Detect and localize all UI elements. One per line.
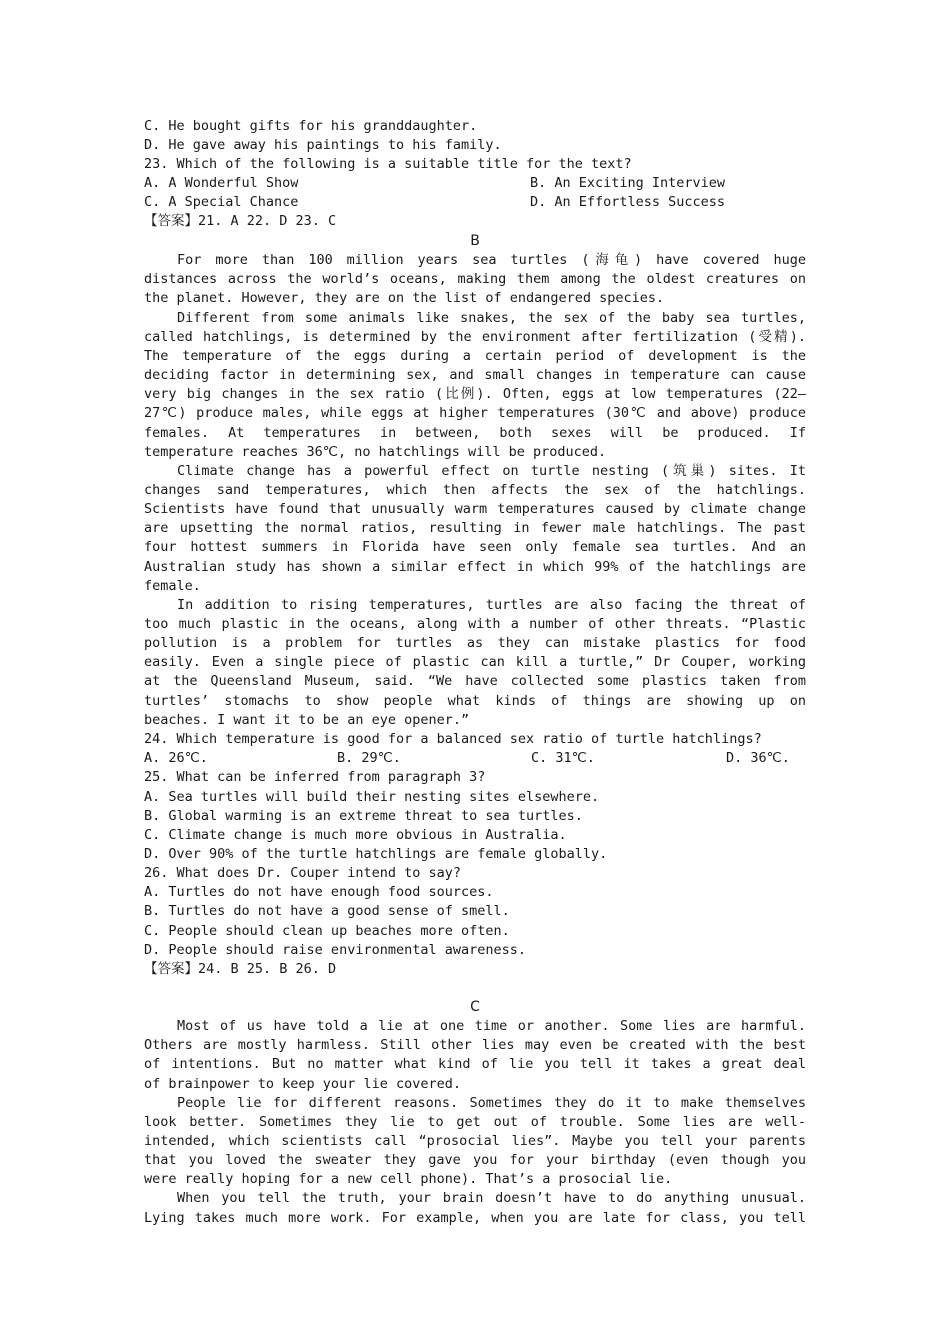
passage-b-line: deciding factor in determining sex, and small changes in temperature can cause	[144, 367, 806, 383]
passage-b-line: female.	[144, 578, 201, 594]
passage-c-line: look better. Sometimes they lie to get out of trouble. Some lies are well-	[144, 1114, 806, 1130]
passage-b-line: 27℃) produce males, while eggs at higher temperatures (30℃ and above) produce	[144, 405, 806, 421]
passage-c-line: People lie for different reasons. Sometimes they do it to make themselves	[177, 1095, 806, 1111]
q25-question: 25. What can be inferred from paragraph 3?	[144, 769, 486, 785]
passage-b-line: at the Queensland Museum, said. “We have collected some plastics taken from	[144, 673, 806, 689]
passage-c-line: Lying takes much more work. For example, when you are late for class, you tell	[144, 1210, 806, 1226]
passage-b-line: turtles’ stomachs to show people what kinds of things are showing up on	[144, 693, 806, 709]
passage-b-line: For more than 100 million years sea turtles (海龟) have covered huge	[177, 252, 806, 268]
q23-option-d: D. An Effortless Success	[530, 194, 726, 210]
q23-option-b: B. An Exciting Interview	[530, 175, 726, 191]
passage-c-line: that you loved the sweater they gave you for your birthday (even though you	[144, 1152, 806, 1168]
passage-b-heading: B	[470, 233, 480, 249]
passage-b-line: too much plastic in the oceans, along with a number of other threats. “Plastic	[144, 616, 806, 632]
passage-b-line: pollution is a problem for turtles as they can mistake plastics for food	[144, 635, 806, 651]
q24-option-a: A. 26℃.	[144, 750, 208, 766]
q25-option-a: A. Sea turtles will build their nesting sites elsewhere.	[144, 789, 600, 805]
q25-option-b: B. Global warming is an extreme threat to sea turtles.	[144, 808, 583, 824]
passage-c-heading: C	[470, 999, 480, 1015]
q22-option-c: C. He bought gifts for his granddaughter.	[144, 118, 478, 134]
passage-c-line: of brainpower to keep your lie covered.	[144, 1076, 461, 1092]
passage-b-line: The temperature of the eggs during a certain period of development is the	[144, 348, 806, 364]
passage-b-line: In addition to rising temperatures, turtles are also facing the threat of	[177, 597, 806, 613]
passage-b-line: four hottest summers in Florida have seen only female sea turtles. And an	[144, 539, 806, 555]
q26-option-c: C. People should clean up beaches more often.	[144, 923, 510, 939]
passage-b-line: Scientists have found that unusually warm temperatures caused by climate change	[144, 501, 806, 517]
passage-c-line: intended, which scientists call “prosocial lies”. Maybe you tell your parents	[144, 1133, 806, 1149]
q22-option-d: D. He gave away his paintings to his family.	[144, 137, 502, 153]
passage-b-line: very big changes in the sex ratio (比例). Often, eggs at low temperatures (22—	[144, 386, 806, 402]
answer-key-b: 【答案】24. B 25. B 26. D	[144, 961, 337, 977]
passage-b-line: the planet. However, they are on the list of endangered species.	[144, 290, 665, 306]
passage-c-line: of intentions. But no matter what kind of lie you tell it takes a great deal	[144, 1056, 806, 1072]
q23-option-a: A. A Wonderful Show	[144, 175, 299, 191]
passage-b-line: are upsetting the normal ratios, resulting in fewer male hatchlings. The past	[144, 520, 806, 536]
q23-option-c: C. A Special Chance	[144, 194, 299, 210]
passage-b-line: females. At temperatures in between, both sexes will be produced. If	[144, 425, 806, 441]
passage-b-line: easily. Even a single piece of plastic can kill a turtle,” Dr Couper, working	[144, 654, 806, 670]
passage-b-line: Australian study has shown a similar effect in which 99% of the hatchlings are	[144, 559, 806, 575]
q26-option-b: B. Turtles do not have a good sense of smell.	[144, 903, 510, 919]
q25-option-c: C. Climate change is much more obvious in Australia.	[144, 827, 567, 843]
q26-question: 26. What does Dr. Couper intend to say?	[144, 865, 461, 881]
q25-option-d: D. Over 90% of the turtle hatchlings are female globally.	[144, 846, 608, 862]
q24-option-d: D. 36℃.	[726, 750, 790, 766]
passage-c-line: Others are mostly harmless. Still other lies may even be created with the best	[144, 1037, 806, 1053]
passage-b-line: changes sand temperatures, which then affects the sex of the hatchlings.	[144, 482, 806, 498]
passage-b-line: distances across the world’s oceans, making them among the oldest creatures on	[144, 271, 806, 287]
q24-option-c: C. 31℃.	[531, 750, 595, 766]
q26-option-a: A. Turtles do not have enough food sources.	[144, 884, 494, 900]
q26-option-d: D. People should raise environmental awareness.	[144, 942, 527, 958]
q24-question: 24. Which temperature is good for a balanced sex ratio of turtle hatchlings?	[144, 731, 762, 747]
passage-c-line: were really hoping for a new cell phone). That’s a prosocial lie.	[144, 1171, 673, 1187]
answer-key-a: 【答案】21. A 22. D 23. C	[144, 213, 337, 229]
passage-b-line: beaches. I want it to be an eye opener.”	[144, 712, 470, 728]
passage-b-line: temperature reaches 36℃, no hatchlings will be produced.	[144, 444, 607, 460]
q24-option-b: B. 29℃.	[337, 750, 401, 766]
passage-b-line: Climate change has a powerful effect on turtle nesting (筑巢) sites. It	[177, 463, 806, 479]
passage-b-line: called hatchlings, is determined by the environment after fertilization (受精).	[144, 329, 806, 345]
q23-question: 23. Which of the following is a suitable title for the text?	[144, 156, 632, 172]
passage-c-line: When you tell the truth, your brain doesn’t have to do anything unusual.	[177, 1190, 806, 1206]
passage-c-line: Most of us have told a lie at one time or another. Some lies are harmful.	[177, 1018, 806, 1034]
passage-b-line: Different from some animals like snakes, the sex of the baby sea turtles,	[177, 310, 806, 326]
